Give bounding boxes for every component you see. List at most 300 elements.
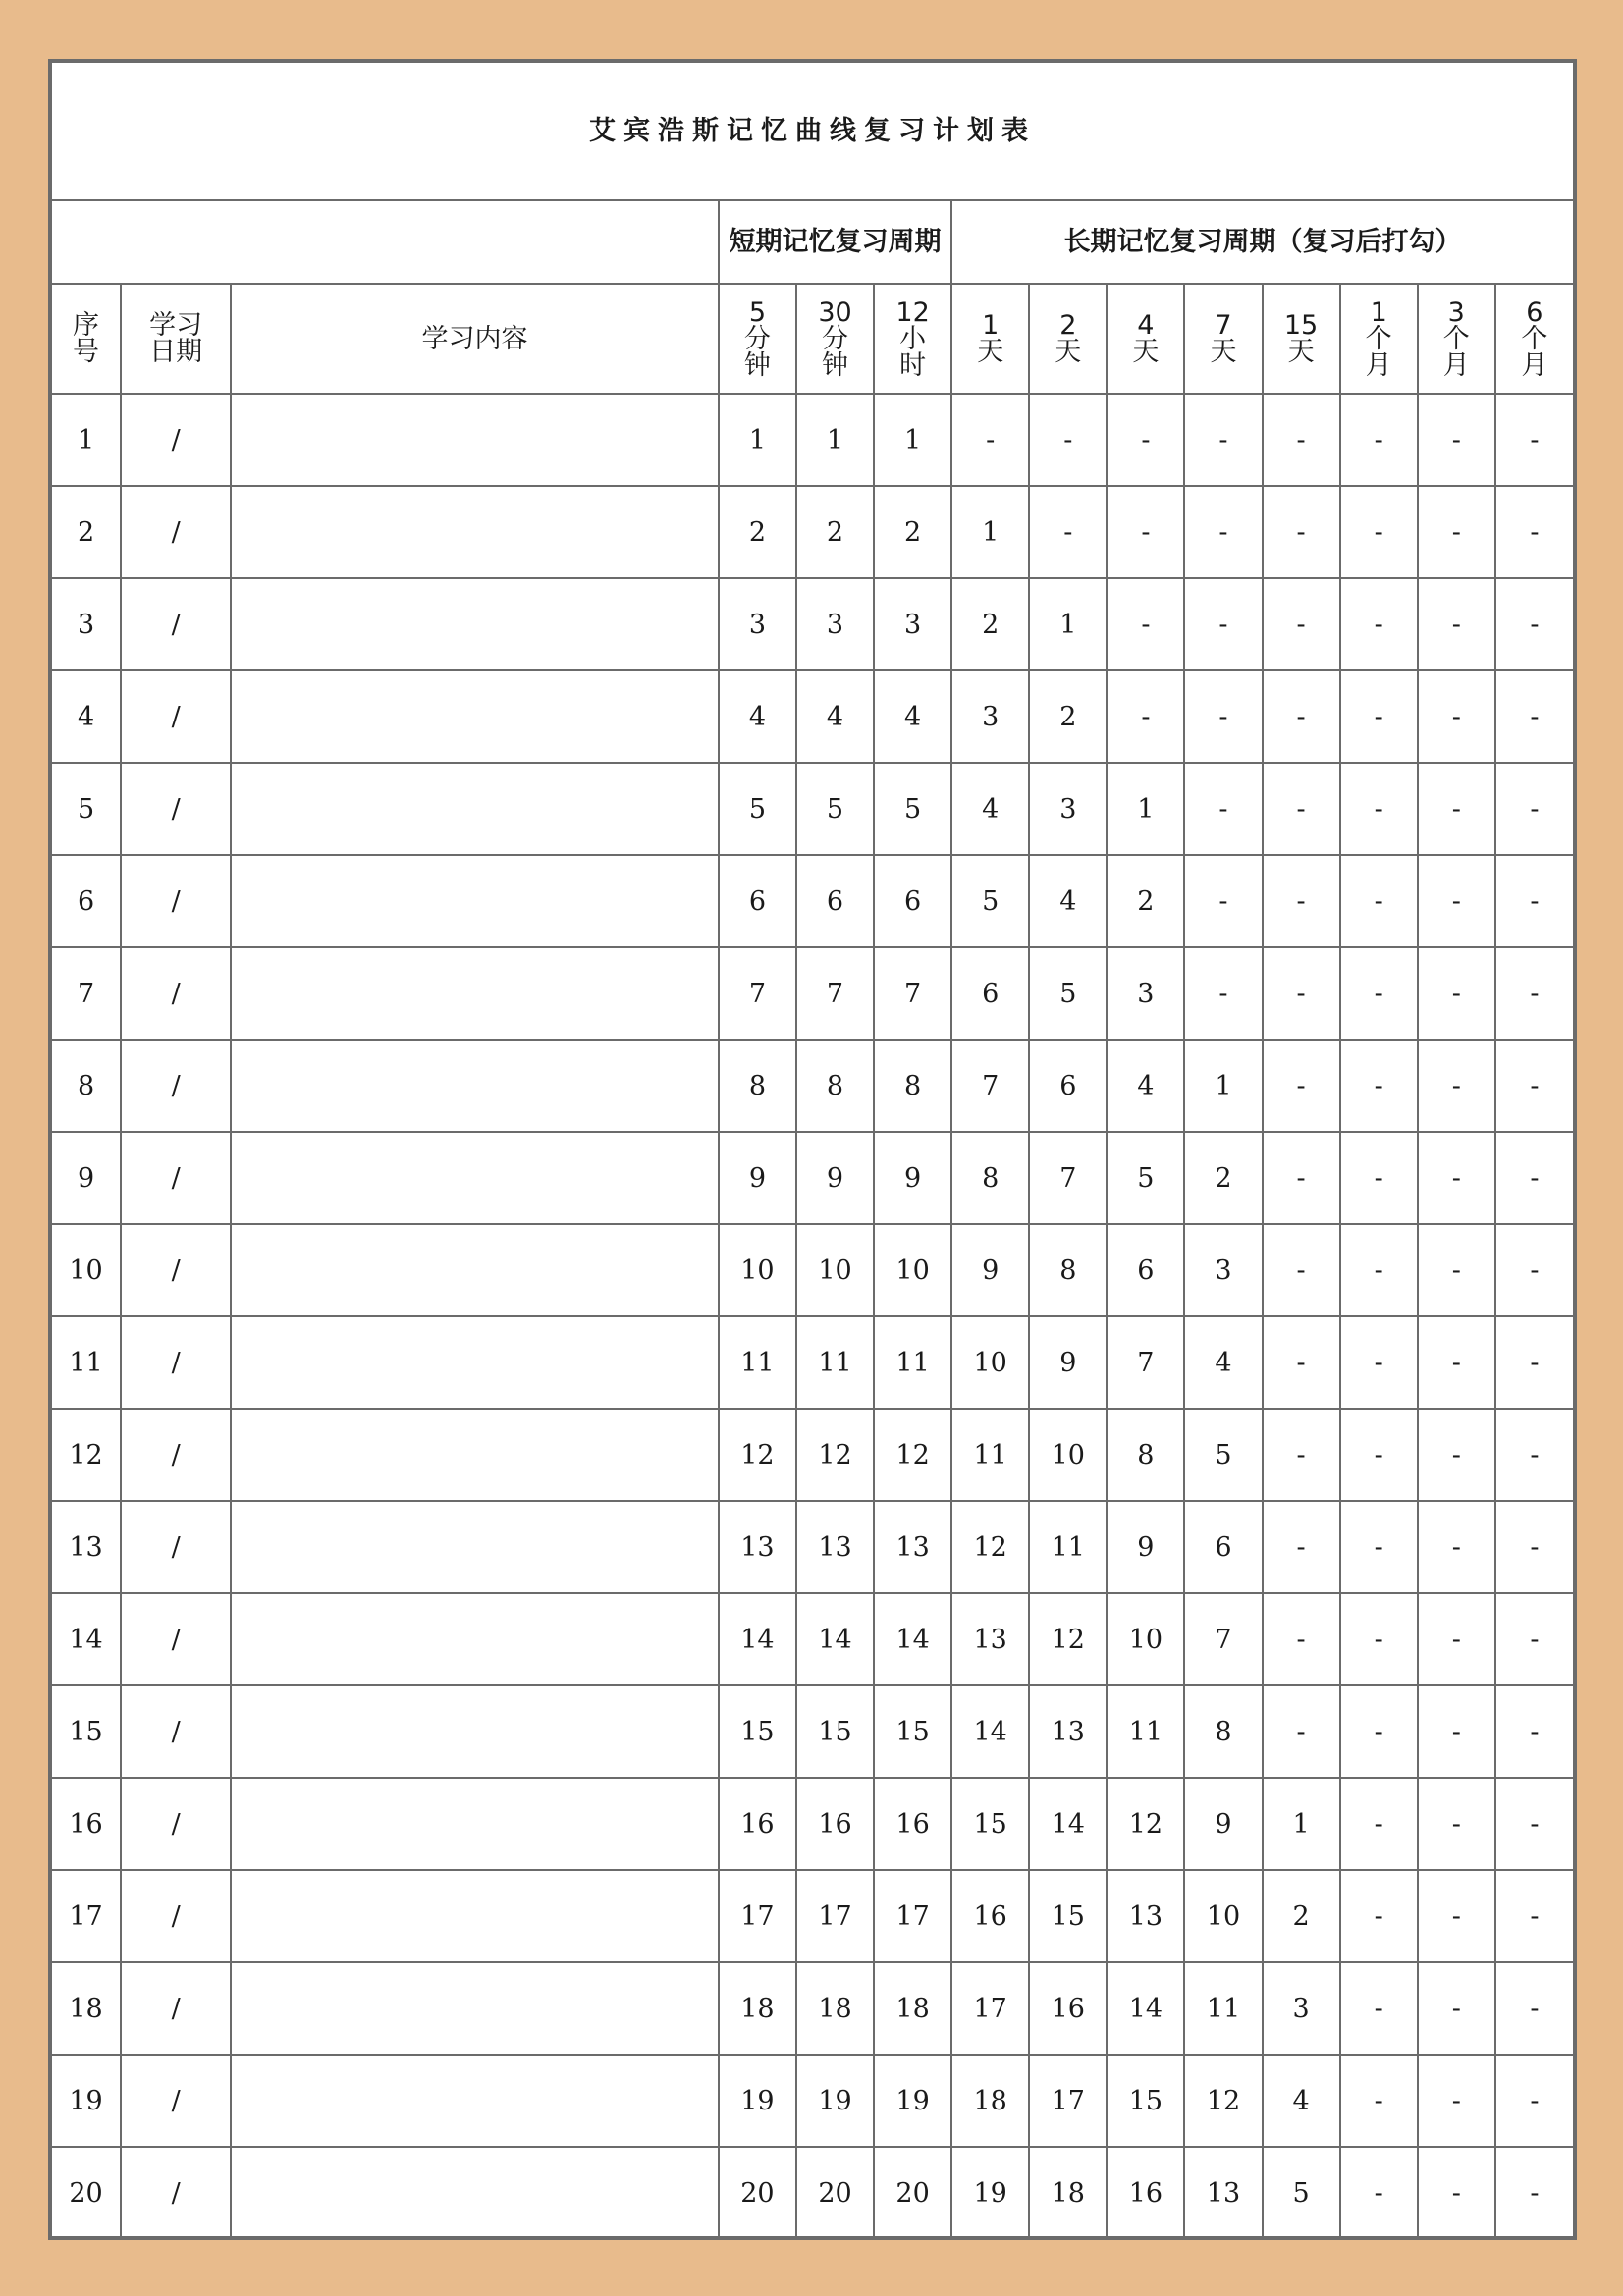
short-review-cell[interactable]: 7	[719, 947, 796, 1040]
short-review-cell[interactable]: 18	[719, 1962, 796, 2055]
long-review-cell[interactable]: -	[1495, 855, 1573, 947]
long-review-cell[interactable]: -	[1418, 855, 1495, 947]
table-row	[52, 1316, 1573, 1409]
row-index-cell: 16	[52, 1778, 121, 1870]
long-review-cell[interactable]: 4	[951, 763, 1029, 855]
long-review-cell[interactable]: -	[1263, 1040, 1340, 1132]
long-review-cell[interactable]: -	[1495, 1685, 1573, 1778]
short-review-cell[interactable]: 18	[796, 1962, 874, 2055]
long-review-cell[interactable]: 4	[1029, 855, 1107, 947]
long-review-cell[interactable]: -	[1495, 763, 1573, 855]
long-review-cell[interactable]: -	[1263, 670, 1340, 763]
long-review-cell[interactable]: -	[1184, 486, 1262, 578]
study-date-cell[interactable]: /	[121, 670, 231, 763]
long-review-cell[interactable]: 6	[1184, 1501, 1262, 1593]
long-review-cell[interactable]: -	[1418, 1685, 1495, 1778]
table-row	[52, 1593, 1573, 1685]
study-content-cell[interactable]	[231, 1685, 719, 1778]
long-review-cell[interactable]: -	[1418, 1040, 1495, 1132]
long-review-cell[interactable]: 2	[951, 578, 1029, 670]
table-row	[52, 1962, 1573, 2055]
long-review-cell[interactable]: -	[1263, 578, 1340, 670]
short-review-cell[interactable]: 14	[719, 1593, 796, 1685]
long-review-cell[interactable]: 8	[1184, 1685, 1262, 1778]
long-review-cell[interactable]: -	[1495, 1040, 1573, 1132]
short-review-cell[interactable]: 8	[796, 1040, 874, 1132]
long-review-cell[interactable]: -	[1184, 578, 1262, 670]
short-review-cell[interactable]: 9	[719, 1132, 796, 1224]
table-row	[52, 1870, 1573, 1962]
long-review-cell[interactable]: -	[1184, 855, 1262, 947]
long-review-cell[interactable]: 3	[1029, 763, 1107, 855]
study-content-cell[interactable]	[231, 1870, 719, 1962]
long-review-cell[interactable]: 19	[951, 2147, 1029, 2239]
long-review-cell[interactable]: 10	[1184, 1870, 1262, 1962]
review-plan-sheet	[48, 59, 1577, 2240]
study-content-cell[interactable]	[231, 2055, 719, 2147]
table-row	[52, 2147, 1573, 2239]
long-review-cell[interactable]: 9	[951, 1224, 1029, 1316]
long-review-cell[interactable]: -	[1263, 1224, 1340, 1316]
long-review-cell[interactable]: -	[1107, 486, 1184, 578]
long-review-cell[interactable]: -	[1418, 578, 1495, 670]
table-row	[52, 1778, 1573, 1870]
index-column-header: 序 号	[52, 284, 121, 394]
long-review-cell[interactable]: 5	[1029, 947, 1107, 1040]
long-review-cell[interactable]: 3	[951, 670, 1029, 763]
study-date-cell[interactable]: /	[121, 1501, 231, 1593]
study-date-cell[interactable]: /	[121, 578, 231, 670]
long-term-group-header: 长期记忆复习周期（复习后打勾）	[951, 200, 1573, 284]
study-content-cell[interactable]	[231, 2147, 719, 2239]
study-content-cell[interactable]	[231, 1778, 719, 1870]
long-review-cell[interactable]: 6	[951, 947, 1029, 1040]
short-review-cell[interactable]: 2	[719, 486, 796, 578]
long-review-cell[interactable]: 5	[1263, 2147, 1340, 2239]
study-content-cell[interactable]	[231, 1962, 719, 2055]
short-review-cell[interactable]: 20	[719, 2147, 796, 2239]
long-review-cell[interactable]: 7	[1184, 1593, 1262, 1685]
long-review-cell[interactable]: 16	[1107, 2147, 1184, 2239]
long-review-cell[interactable]: 15	[1029, 1870, 1107, 1962]
column-header-row	[52, 284, 1573, 394]
short-review-cell[interactable]: 14	[796, 1593, 874, 1685]
long-review-cell[interactable]: -	[1107, 394, 1184, 486]
short-review-cell[interactable]: 7	[796, 947, 874, 1040]
long-review-cell[interactable]: 1	[1263, 1778, 1340, 1870]
short-review-cell[interactable]: 10	[874, 1224, 951, 1316]
short-review-cell[interactable]: 10	[719, 1224, 796, 1316]
short-review-cell[interactable]: 18	[874, 1962, 951, 2055]
row-index-cell: 1	[52, 394, 121, 486]
long-review-cell[interactable]: 4	[1263, 2055, 1340, 2147]
study-content-cell[interactable]	[231, 1224, 719, 1316]
long-review-cell[interactable]: 5	[1184, 1409, 1262, 1501]
long-review-cell[interactable]: 13	[1107, 1870, 1184, 1962]
long-review-cell[interactable]: -	[1340, 1409, 1418, 1501]
study-content-cell[interactable]	[231, 855, 719, 947]
long-review-cell[interactable]: -	[1340, 394, 1418, 486]
long-review-cell[interactable]: 11	[951, 1409, 1029, 1501]
row-index-cell: 10	[52, 1224, 121, 1316]
long-interval-header: 4 天	[1107, 284, 1184, 394]
long-review-cell[interactable]: 16	[951, 1870, 1029, 1962]
long-review-cell[interactable]: 1	[1184, 1040, 1262, 1132]
long-review-cell[interactable]: 1	[1107, 763, 1184, 855]
long-review-cell[interactable]: 8	[1107, 1409, 1184, 1501]
short-review-cell[interactable]: 2	[796, 486, 874, 578]
study-date-cell[interactable]: /	[121, 1316, 231, 1409]
long-review-cell[interactable]: -	[1495, 1224, 1573, 1316]
long-review-cell[interactable]: 4	[1107, 1040, 1184, 1132]
short-interval-header: 5 分 钟	[719, 284, 796, 394]
long-review-cell[interactable]: 7	[1107, 1316, 1184, 1409]
row-index-cell: 5	[52, 763, 121, 855]
short-review-cell[interactable]: 17	[874, 1870, 951, 1962]
long-review-cell[interactable]: -	[1340, 1040, 1418, 1132]
row-index-cell: 9	[52, 1132, 121, 1224]
study-date-cell[interactable]: /	[121, 947, 231, 1040]
short-review-cell[interactable]: 5	[719, 763, 796, 855]
study-content-cell[interactable]	[231, 1501, 719, 1593]
long-review-cell[interactable]: 6	[1029, 1040, 1107, 1132]
study-content-cell[interactable]	[231, 947, 719, 1040]
long-review-cell[interactable]: 1	[951, 486, 1029, 578]
study-content-cell[interactable]	[231, 1593, 719, 1685]
short-review-cell[interactable]: 8	[719, 1040, 796, 1132]
long-review-cell[interactable]: -	[1495, 1132, 1573, 1224]
study-date-cell[interactable]: /	[121, 1685, 231, 1778]
long-review-cell[interactable]: 7	[1029, 1132, 1107, 1224]
long-interval-header: 3 个 月	[1418, 284, 1495, 394]
long-review-cell[interactable]: -	[1340, 1501, 1418, 1593]
short-review-cell[interactable]: 11	[719, 1316, 796, 1409]
short-review-cell[interactable]: 9	[874, 1132, 951, 1224]
title-row	[52, 63, 1573, 200]
long-review-cell[interactable]: 8	[951, 1132, 1029, 1224]
row-index-cell: 15	[52, 1685, 121, 1778]
long-review-cell[interactable]: 9	[1184, 1778, 1262, 1870]
long-review-cell[interactable]: -	[1263, 855, 1340, 947]
study-content-cell[interactable]	[231, 1409, 719, 1501]
long-review-cell[interactable]: 12	[1107, 1778, 1184, 1870]
long-review-cell[interactable]: 17	[951, 1962, 1029, 2055]
long-review-cell[interactable]: -	[1418, 394, 1495, 486]
long-review-cell[interactable]: 9	[1029, 1316, 1107, 1409]
short-review-cell[interactable]: 20	[796, 2147, 874, 2239]
long-review-cell[interactable]: -	[1495, 947, 1573, 1040]
long-review-cell[interactable]: 2	[1263, 1870, 1340, 1962]
long-review-cell[interactable]: -	[1340, 670, 1418, 763]
long-review-cell[interactable]: 13	[1184, 2147, 1262, 2239]
short-review-cell[interactable]: 3	[796, 578, 874, 670]
long-review-cell[interactable]: -	[1184, 670, 1262, 763]
long-review-cell[interactable]: 16	[1029, 1962, 1107, 2055]
study-date-cell[interactable]: /	[121, 2147, 231, 2239]
long-review-cell[interactable]: -	[1340, 1132, 1418, 1224]
long-review-cell[interactable]: -	[1495, 578, 1573, 670]
short-review-cell[interactable]: 16	[874, 1778, 951, 1870]
long-review-cell[interactable]: 12	[1029, 1593, 1107, 1685]
long-review-cell[interactable]: 8	[1029, 1224, 1107, 1316]
long-review-cell[interactable]: -	[951, 394, 1029, 486]
long-review-cell[interactable]: -	[1418, 1593, 1495, 1685]
long-review-cell[interactable]: -	[1495, 1593, 1573, 1685]
long-review-cell[interactable]: -	[1495, 1962, 1573, 2055]
long-review-cell[interactable]: 15	[1107, 2055, 1184, 2147]
study-date-cell[interactable]: /	[121, 1778, 231, 1870]
long-interval-header: 15 天	[1263, 284, 1340, 394]
long-review-cell[interactable]: -	[1495, 1778, 1573, 1870]
long-review-cell[interactable]: -	[1184, 947, 1262, 1040]
short-review-cell[interactable]: 15	[719, 1685, 796, 1778]
long-review-cell[interactable]: -	[1263, 394, 1340, 486]
long-review-cell[interactable]: -	[1418, 1962, 1495, 2055]
study-date-cell[interactable]: /	[121, 2055, 231, 2147]
long-review-cell[interactable]: 11	[1107, 1685, 1184, 1778]
study-date-cell[interactable]: /	[121, 1962, 231, 2055]
short-review-cell[interactable]: 1	[719, 394, 796, 486]
short-review-cell[interactable]: 20	[874, 2147, 951, 2239]
study-date-cell[interactable]: /	[121, 1409, 231, 1501]
short-review-cell[interactable]: 2	[874, 486, 951, 578]
long-review-cell[interactable]: -	[1263, 763, 1340, 855]
row-index-cell: 8	[52, 1040, 121, 1132]
long-review-cell[interactable]: 13	[1029, 1685, 1107, 1778]
long-review-cell[interactable]: -	[1340, 486, 1418, 578]
short-review-cell[interactable]: 15	[796, 1685, 874, 1778]
long-review-cell[interactable]: 18	[951, 2055, 1029, 2147]
study-date-cell[interactable]: /	[121, 486, 231, 578]
long-review-cell[interactable]: -	[1418, 947, 1495, 1040]
study-content-cell[interactable]	[231, 578, 719, 670]
study-content-cell[interactable]	[231, 486, 719, 578]
long-review-cell[interactable]: -	[1495, 2147, 1573, 2239]
long-review-cell[interactable]: -	[1340, 1685, 1418, 1778]
long-review-cell[interactable]: -	[1418, 1501, 1495, 1593]
long-review-cell[interactable]: 2	[1029, 670, 1107, 763]
long-review-cell[interactable]: -	[1340, 855, 1418, 947]
long-review-cell[interactable]: 3	[1263, 1962, 1340, 2055]
long-review-cell[interactable]: -	[1263, 1501, 1340, 1593]
long-review-cell[interactable]: -	[1418, 2147, 1495, 2239]
long-review-cell[interactable]: 11	[1029, 1501, 1107, 1593]
long-review-cell[interactable]: 10	[1107, 1593, 1184, 1685]
short-review-cell[interactable]: 4	[796, 670, 874, 763]
short-review-cell[interactable]: 4	[719, 670, 796, 763]
long-review-cell[interactable]: 18	[1029, 2147, 1107, 2239]
study-date-cell[interactable]: /	[121, 855, 231, 947]
short-review-cell[interactable]: 7	[874, 947, 951, 1040]
long-review-cell[interactable]: -	[1340, 1778, 1418, 1870]
long-review-cell[interactable]: -	[1495, 670, 1573, 763]
short-review-cell[interactable]: 1	[874, 394, 951, 486]
short-review-cell[interactable]: 13	[796, 1501, 874, 1593]
long-review-cell[interactable]: -	[1340, 1224, 1418, 1316]
study-content-cell[interactable]	[231, 763, 719, 855]
study-date-cell[interactable]: /	[121, 1132, 231, 1224]
short-review-cell[interactable]: 3	[719, 578, 796, 670]
long-review-cell[interactable]: -	[1263, 1132, 1340, 1224]
table-row	[52, 394, 1573, 486]
study-date-cell[interactable]: /	[121, 1224, 231, 1316]
long-interval-header: 2 天	[1029, 284, 1107, 394]
long-review-cell[interactable]: -	[1495, 1501, 1573, 1593]
long-review-cell[interactable]: 13	[951, 1593, 1029, 1685]
long-review-cell[interactable]: 11	[1184, 1962, 1262, 2055]
short-review-cell[interactable]: 4	[874, 670, 951, 763]
long-review-cell[interactable]: -	[1263, 1409, 1340, 1501]
study-content-cell[interactable]	[231, 1316, 719, 1409]
long-review-cell[interactable]: 2	[1184, 1132, 1262, 1224]
long-review-cell[interactable]: 6	[1107, 1224, 1184, 1316]
short-review-cell[interactable]: 3	[874, 578, 951, 670]
long-review-cell[interactable]: -	[1495, 394, 1573, 486]
long-review-cell[interactable]: -	[1263, 1685, 1340, 1778]
long-review-cell[interactable]: -	[1495, 1316, 1573, 1409]
long-interval-header: 7 天	[1184, 284, 1262, 394]
study-content-cell[interactable]	[231, 1132, 719, 1224]
row-index-cell: 6	[52, 855, 121, 947]
long-review-cell[interactable]: -	[1107, 578, 1184, 670]
table-row	[52, 2055, 1573, 2147]
long-review-cell[interactable]: -	[1107, 670, 1184, 763]
long-review-cell[interactable]: 14	[951, 1685, 1029, 1778]
row-index-cell: 4	[52, 670, 121, 763]
long-review-cell[interactable]: 1	[1029, 578, 1107, 670]
long-review-cell[interactable]: -	[1340, 1593, 1418, 1685]
short-review-cell[interactable]: 19	[796, 2055, 874, 2147]
long-review-cell[interactable]: -	[1418, 486, 1495, 578]
long-interval-header: 6 个 月	[1495, 284, 1573, 394]
long-review-cell[interactable]: 2	[1107, 855, 1184, 947]
long-review-cell[interactable]: 5	[1107, 1132, 1184, 1224]
short-review-cell[interactable]: 5	[796, 763, 874, 855]
long-review-cell[interactable]: -	[1418, 1409, 1495, 1501]
table-row	[52, 1224, 1573, 1316]
short-review-cell[interactable]: 16	[719, 1778, 796, 1870]
long-review-cell[interactable]: -	[1495, 486, 1573, 578]
group-header-blank	[52, 200, 719, 284]
short-review-cell[interactable]: 6	[796, 855, 874, 947]
long-review-cell[interactable]: -	[1418, 1316, 1495, 1409]
short-review-cell[interactable]: 17	[796, 1870, 874, 1962]
long-review-cell[interactable]: -	[1340, 1316, 1418, 1409]
long-review-cell[interactable]: -	[1418, 2055, 1495, 2147]
long-review-cell[interactable]: -	[1340, 947, 1418, 1040]
long-review-cell[interactable]: -	[1495, 1409, 1573, 1501]
short-review-cell[interactable]: 10	[796, 1224, 874, 1316]
short-review-cell[interactable]: 16	[796, 1778, 874, 1870]
long-review-cell[interactable]: -	[1340, 763, 1418, 855]
short-review-cell[interactable]: 13	[874, 1501, 951, 1593]
row-index-cell: 12	[52, 1409, 121, 1501]
long-review-cell[interactable]: 3	[1107, 947, 1184, 1040]
long-review-cell[interactable]: -	[1495, 1870, 1573, 1962]
long-review-cell[interactable]: 12	[1184, 2055, 1262, 2147]
short-review-cell[interactable]: 9	[796, 1132, 874, 1224]
review-plan-table	[52, 63, 1573, 2239]
study-date-cell[interactable]: /	[121, 1593, 231, 1685]
long-review-cell[interactable]: -	[1340, 1962, 1418, 2055]
long-review-cell[interactable]: -	[1029, 394, 1107, 486]
long-review-cell[interactable]: 10	[951, 1316, 1029, 1409]
long-review-cell[interactable]: -	[1340, 2147, 1418, 2239]
long-review-cell[interactable]: -	[1263, 947, 1340, 1040]
short-review-cell[interactable]: 12	[719, 1409, 796, 1501]
study-date-cell[interactable]: /	[121, 394, 231, 486]
long-review-cell[interactable]: 17	[1029, 2055, 1107, 2147]
long-review-cell[interactable]: -	[1495, 2055, 1573, 2147]
long-review-cell[interactable]: 12	[951, 1501, 1029, 1593]
study-content-cell[interactable]	[231, 394, 719, 486]
long-review-cell[interactable]: -	[1340, 1870, 1418, 1962]
long-review-cell[interactable]: 14	[1029, 1778, 1107, 1870]
short-review-cell[interactable]: 5	[874, 763, 951, 855]
row-index-cell: 19	[52, 2055, 121, 2147]
long-review-cell[interactable]: -	[1418, 1132, 1495, 1224]
long-review-cell[interactable]: -	[1263, 1316, 1340, 1409]
long-review-cell[interactable]: -	[1263, 486, 1340, 578]
short-review-cell[interactable]: 11	[796, 1316, 874, 1409]
long-review-cell[interactable]: 5	[951, 855, 1029, 947]
long-review-cell[interactable]: 14	[1107, 1962, 1184, 2055]
long-review-cell[interactable]: -	[1418, 1224, 1495, 1316]
long-review-cell[interactable]: 3	[1184, 1224, 1262, 1316]
short-review-cell[interactable]: 12	[796, 1409, 874, 1501]
short-review-cell[interactable]: 12	[874, 1409, 951, 1501]
study-date-cell[interactable]: /	[121, 763, 231, 855]
long-review-cell[interactable]: -	[1340, 2055, 1418, 2147]
row-index-cell: 20	[52, 2147, 121, 2239]
long-review-cell[interactable]: -	[1184, 763, 1262, 855]
long-review-cell[interactable]: -	[1418, 670, 1495, 763]
long-review-cell[interactable]: 10	[1029, 1409, 1107, 1501]
long-review-cell[interactable]: 9	[1107, 1501, 1184, 1593]
long-review-cell[interactable]: 4	[1184, 1316, 1262, 1409]
long-interval-header: 1 个 月	[1340, 284, 1418, 394]
long-review-cell[interactable]: -	[1418, 1870, 1495, 1962]
short-review-cell[interactable]: 6	[719, 855, 796, 947]
long-review-cell[interactable]: -	[1184, 394, 1262, 486]
row-index-cell: 7	[52, 947, 121, 1040]
long-review-cell[interactable]: -	[1029, 486, 1107, 578]
short-review-cell[interactable]: 13	[719, 1501, 796, 1593]
long-review-cell[interactable]: -	[1263, 1593, 1340, 1685]
table-body	[52, 63, 1573, 2239]
short-review-cell[interactable]: 14	[874, 1593, 951, 1685]
long-review-cell[interactable]: -	[1340, 578, 1418, 670]
long-review-cell[interactable]: -	[1418, 1778, 1495, 1870]
study-content-cell[interactable]	[231, 1040, 719, 1132]
study-date-cell[interactable]: /	[121, 1040, 231, 1132]
study-content-cell[interactable]	[231, 670, 719, 763]
long-review-cell[interactable]: 15	[951, 1778, 1029, 1870]
short-review-cell[interactable]: 6	[874, 855, 951, 947]
short-review-cell[interactable]: 15	[874, 1685, 951, 1778]
study-date-cell[interactable]: /	[121, 1870, 231, 1962]
short-review-cell[interactable]: 1	[796, 394, 874, 486]
table-row	[52, 763, 1573, 855]
long-review-cell[interactable]: 7	[951, 1040, 1029, 1132]
short-review-cell[interactable]: 19	[719, 2055, 796, 2147]
short-review-cell[interactable]: 8	[874, 1040, 951, 1132]
short-review-cell[interactable]: 19	[874, 2055, 951, 2147]
long-review-cell[interactable]: -	[1418, 763, 1495, 855]
short-review-cell[interactable]: 17	[719, 1870, 796, 1962]
short-review-cell[interactable]: 11	[874, 1316, 951, 1409]
row-index-cell: 14	[52, 1593, 121, 1685]
